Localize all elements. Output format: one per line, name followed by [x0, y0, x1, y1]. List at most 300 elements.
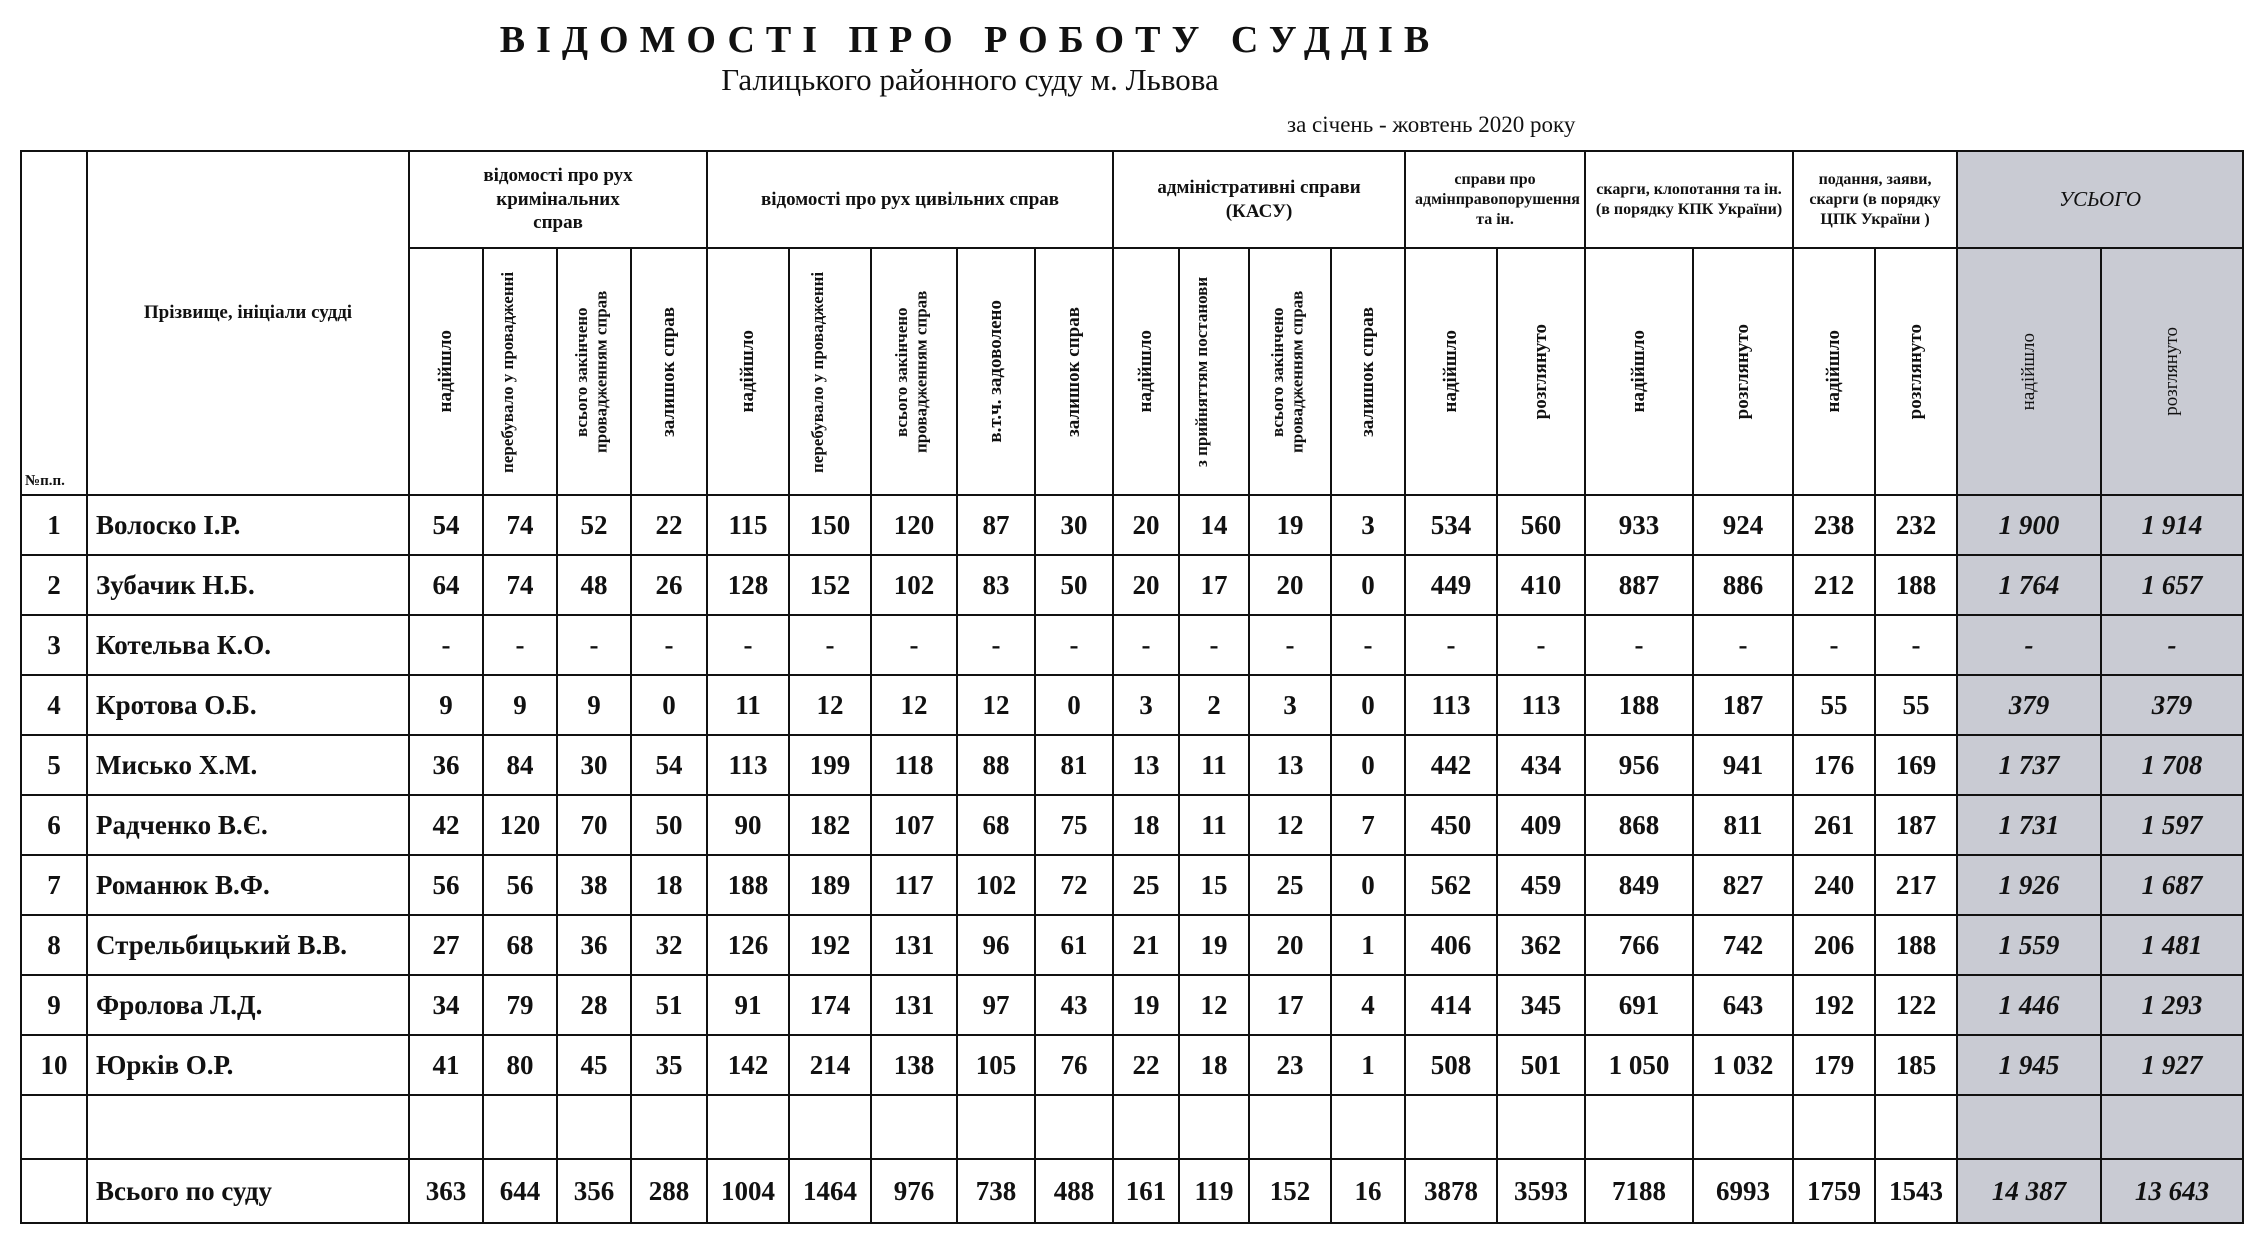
value-cell: 12 — [957, 675, 1035, 735]
subheader-criminal-received: надійшло — [409, 248, 483, 495]
value-cell: - — [1793, 615, 1875, 675]
value-cell: 117 — [871, 855, 957, 915]
value-cell: 887 — [1585, 555, 1693, 615]
value-cell: 30 — [557, 735, 631, 795]
value-cell: 240 — [1793, 855, 1875, 915]
judge-name: Фролова Л.Д. — [87, 975, 409, 1035]
total-value-cell: 3878 — [1405, 1159, 1497, 1223]
subheader-admin-received: надійшло — [1113, 248, 1179, 495]
row-number: 9 — [21, 975, 87, 1035]
group-header-total: УСЬОГО — [1957, 151, 2243, 248]
subheader-offenses-considered: розглянуто — [1497, 248, 1585, 495]
value-cell: 442 — [1405, 735, 1497, 795]
value-cell: 18 — [1113, 795, 1179, 855]
value-cell: 562 — [1405, 855, 1497, 915]
subheader-civil-satisfied: в.т.ч. задоволено — [957, 248, 1035, 495]
value-cell: 1 050 — [1585, 1035, 1693, 1095]
value-cell: 11 — [707, 675, 789, 735]
row-number: 6 — [21, 795, 87, 855]
table-row — [21, 675, 2243, 735]
subheader-civil-received: надійшло — [707, 248, 789, 495]
value-cell: 15 — [1179, 855, 1249, 915]
value-cell: 79 — [483, 975, 557, 1035]
total-row-label: Всього по суду — [87, 1159, 409, 1223]
row-number: 10 — [21, 1035, 87, 1095]
value-cell: 199 — [789, 735, 871, 795]
subheader-admin-completed: всього закінчено провадженням справ — [1249, 248, 1331, 495]
value-cell: 766 — [1585, 915, 1693, 975]
value-cell: 126 — [707, 915, 789, 975]
value-cell: 13 — [1249, 735, 1331, 795]
table-row — [21, 915, 2243, 975]
total-cell: 1 737 — [1957, 735, 2101, 795]
total-cell: 1 481 — [2101, 915, 2243, 975]
value-cell: 0 — [1331, 555, 1405, 615]
total-cell: 1 657 — [2101, 555, 2243, 615]
grand-total-cell: 13 643 — [2101, 1159, 2243, 1223]
total-cell: 1 708 — [2101, 735, 2243, 795]
grand-total-cell: 14 387 — [1957, 1159, 2101, 1223]
value-cell: 414 — [1405, 975, 1497, 1035]
page-title: ВІДОМОСТІ ПРО РОБОТУ СУДДІВ — [499, 19, 1441, 61]
value-cell: 345 — [1497, 975, 1585, 1035]
total-value-cell: 3593 — [1497, 1159, 1585, 1223]
row-number: 4 — [21, 675, 87, 735]
row-number: 2 — [21, 555, 87, 615]
table-row — [21, 615, 2243, 675]
value-cell: 128 — [707, 555, 789, 615]
value-cell: 1 032 — [1693, 1035, 1793, 1095]
value-cell: 120 — [871, 495, 957, 555]
value-cell: 80 — [483, 1035, 557, 1095]
value-cell: 43 — [1035, 975, 1113, 1035]
subheader-kpk-considered: розглянуто — [1693, 248, 1793, 495]
value-cell: 188 — [1875, 555, 1957, 615]
total-cell: 1 945 — [1957, 1035, 2101, 1095]
value-cell: 12 — [871, 675, 957, 735]
value-cell: 9 — [483, 675, 557, 735]
value-cell: - — [1331, 615, 1405, 675]
value-cell: 76 — [1035, 1035, 1113, 1095]
total-value-cell: 363 — [409, 1159, 483, 1223]
value-cell: 26 — [631, 555, 707, 615]
value-cell: 61 — [1035, 915, 1113, 975]
table-row — [21, 795, 2243, 855]
value-cell: 238 — [1793, 495, 1875, 555]
value-cell: 508 — [1405, 1035, 1497, 1095]
value-cell: 7 — [1331, 795, 1405, 855]
total-row — [21, 1159, 2243, 1223]
judge-name: Волоско І.Р. — [87, 495, 409, 555]
value-cell: 28 — [557, 975, 631, 1035]
value-cell: 22 — [631, 495, 707, 555]
judge-name: Кротова О.Б. — [87, 675, 409, 735]
value-cell: 827 — [1693, 855, 1793, 915]
value-cell: 187 — [1693, 675, 1793, 735]
value-cell: 45 — [557, 1035, 631, 1095]
table-row — [21, 735, 2243, 795]
table-row — [21, 1035, 2243, 1095]
value-cell: 122 — [1875, 975, 1957, 1035]
total-cell: - — [1957, 615, 2101, 675]
value-cell: 811 — [1693, 795, 1793, 855]
total-cell: 1 597 — [2101, 795, 2243, 855]
total-cell: 1 900 — [1957, 495, 2101, 555]
value-cell: 941 — [1693, 735, 1793, 795]
value-cell: 12 — [789, 675, 871, 735]
total-value-cell: 119 — [1179, 1159, 1249, 1223]
total-value-cell: 356 — [557, 1159, 631, 1223]
subheader-admin-remainder: залишок справ — [1331, 248, 1405, 495]
value-cell: 113 — [707, 735, 789, 795]
total-value-cell: 152 — [1249, 1159, 1331, 1223]
value-cell: 1 — [1331, 915, 1405, 975]
judge-name: Котельва К.О. — [87, 615, 409, 675]
total-cell: 1 927 — [2101, 1035, 2243, 1095]
value-cell: 115 — [707, 495, 789, 555]
total-cell: 1 446 — [1957, 975, 2101, 1035]
value-cell: 84 — [483, 735, 557, 795]
value-cell: 933 — [1585, 495, 1693, 555]
row-number: 3 — [21, 615, 87, 675]
value-cell: 192 — [1793, 975, 1875, 1035]
value-cell: 192 — [789, 915, 871, 975]
value-cell: 1 — [1331, 1035, 1405, 1095]
value-cell: 20 — [1113, 495, 1179, 555]
value-cell: 261 — [1793, 795, 1875, 855]
value-cell: 102 — [871, 555, 957, 615]
value-cell: 187 — [1875, 795, 1957, 855]
value-cell: 212 — [1793, 555, 1875, 615]
value-cell: 113 — [1497, 675, 1585, 735]
value-cell: 36 — [409, 735, 483, 795]
value-cell: 214 — [789, 1035, 871, 1095]
value-cell: 131 — [871, 915, 957, 975]
value-cell: 48 — [557, 555, 631, 615]
value-cell: 74 — [483, 555, 557, 615]
value-cell: 41 — [409, 1035, 483, 1095]
judge-name: Радченко В.Є. — [87, 795, 409, 855]
value-cell: 182 — [789, 795, 871, 855]
value-cell: 13 — [1113, 735, 1179, 795]
judge-name: Зубачик Н.Б. — [87, 555, 409, 615]
row-number: 1 — [21, 495, 87, 555]
total-cell: 1 731 — [1957, 795, 2101, 855]
column-header-number: №п.п. — [21, 151, 87, 495]
value-cell: 11 — [1179, 735, 1249, 795]
value-cell: - — [1249, 615, 1331, 675]
value-cell: 3 — [1113, 675, 1179, 735]
value-cell: - — [957, 615, 1035, 675]
value-cell: 70 — [557, 795, 631, 855]
total-cell: 379 — [1957, 675, 2101, 735]
value-cell: 188 — [1875, 915, 1957, 975]
value-cell: 131 — [871, 975, 957, 1035]
value-cell: 179 — [1793, 1035, 1875, 1095]
subheader-civil-completed: всього закінчено провадженням справ — [871, 248, 957, 495]
value-cell: 362 — [1497, 915, 1585, 975]
value-cell: 36 — [557, 915, 631, 975]
row-number: 8 — [21, 915, 87, 975]
value-cell: 38 — [557, 855, 631, 915]
value-cell: 449 — [1405, 555, 1497, 615]
value-cell: 68 — [483, 915, 557, 975]
value-cell: 18 — [1179, 1035, 1249, 1095]
group-header-kpk-complaints: скарги, клопотання та ін. (в порядку КПК України) — [1585, 151, 1793, 248]
value-cell: 81 — [1035, 735, 1113, 795]
value-cell: 217 — [1875, 855, 1957, 915]
value-cell: 27 — [409, 915, 483, 975]
value-cell: 51 — [631, 975, 707, 1035]
table-row — [21, 975, 2243, 1035]
value-cell: 97 — [957, 975, 1035, 1035]
value-cell: 956 — [1585, 735, 1693, 795]
value-cell: 25 — [1249, 855, 1331, 915]
value-cell: - — [409, 615, 483, 675]
value-cell: 410 — [1497, 555, 1585, 615]
group-header-cpk-petitions: подання, заяви, скарги (в порядку ЦПК України ) — [1793, 151, 1957, 248]
subheader-kpk-received: надійшло — [1585, 248, 1693, 495]
value-cell: 742 — [1693, 915, 1793, 975]
value-cell: 50 — [631, 795, 707, 855]
value-cell: - — [1113, 615, 1179, 675]
value-cell: 19 — [1179, 915, 1249, 975]
total-value-cell: 644 — [483, 1159, 557, 1223]
total-cell: 1 764 — [1957, 555, 2101, 615]
value-cell: 4 — [1331, 975, 1405, 1035]
value-cell: 34 — [409, 975, 483, 1035]
group-header-administrative: адміністративні справи (КАСУ) — [1113, 151, 1405, 248]
value-cell: - — [483, 615, 557, 675]
table-row — [21, 495, 2243, 555]
value-cell: 174 — [789, 975, 871, 1035]
value-cell: 169 — [1875, 735, 1957, 795]
report-period: за січень - жовтень 2020 року — [1287, 112, 1576, 137]
value-cell: 75 — [1035, 795, 1113, 855]
value-cell: 409 — [1497, 795, 1585, 855]
value-cell: 406 — [1405, 915, 1497, 975]
row-number: 7 — [21, 855, 87, 915]
value-cell: 643 — [1693, 975, 1793, 1035]
value-cell: - — [789, 615, 871, 675]
value-cell: 23 — [1249, 1035, 1331, 1095]
value-cell: 88 — [957, 735, 1035, 795]
value-cell: - — [871, 615, 957, 675]
value-cell: 886 — [1693, 555, 1793, 615]
value-cell: - — [1875, 615, 1957, 675]
value-cell: 50 — [1035, 555, 1113, 615]
value-cell: 12 — [1179, 975, 1249, 1035]
total-cell: 1 687 — [2101, 855, 2243, 915]
value-cell: 30 — [1035, 495, 1113, 555]
value-cell: 105 — [957, 1035, 1035, 1095]
judge-name: Юрків О.Р. — [87, 1035, 409, 1095]
total-value-cell: 976 — [871, 1159, 957, 1223]
value-cell: 74 — [483, 495, 557, 555]
value-cell: - — [707, 615, 789, 675]
value-cell: 534 — [1405, 495, 1497, 555]
value-cell: 32 — [631, 915, 707, 975]
subheader-criminal-pending: перебувало у провадженні — [483, 248, 557, 495]
value-cell: 120 — [483, 795, 557, 855]
group-header-admin-offenses: справи про адмінправопорушення та ін. — [1405, 151, 1585, 248]
value-cell: 189 — [789, 855, 871, 915]
subheader-total-received: надійшло — [1957, 248, 2101, 495]
subheader-offenses-received: надійшло — [1405, 248, 1497, 495]
total-cell: 1 926 — [1957, 855, 2101, 915]
table-row — [21, 555, 2243, 615]
total-value-cell: 1464 — [789, 1159, 871, 1223]
value-cell: 0 — [1331, 855, 1405, 915]
judge-name: Стрельбицький В.В. — [87, 915, 409, 975]
value-cell: 3 — [1249, 675, 1331, 735]
value-cell: 0 — [1331, 735, 1405, 795]
row-number: 5 — [21, 735, 87, 795]
total-value-cell: 738 — [957, 1159, 1035, 1223]
judge-name: Романюк В.Ф. — [87, 855, 409, 915]
value-cell: 20 — [1113, 555, 1179, 615]
value-cell: 232 — [1875, 495, 1957, 555]
value-cell: 560 — [1497, 495, 1585, 555]
total-value-cell: 1004 — [707, 1159, 789, 1223]
value-cell: 501 — [1497, 1035, 1585, 1095]
value-cell: 64 — [409, 555, 483, 615]
value-cell: 55 — [1793, 675, 1875, 735]
total-value-cell: 7188 — [1585, 1159, 1693, 1223]
table-body — [21, 495, 2243, 1095]
value-cell: 21 — [1113, 915, 1179, 975]
value-cell: - — [1035, 615, 1113, 675]
value-cell: 142 — [707, 1035, 789, 1095]
judge-name: Мисько Х.М. — [87, 735, 409, 795]
value-cell: 152 — [789, 555, 871, 615]
total-value-cell: 16 — [1331, 1159, 1405, 1223]
value-cell: 2 — [1179, 675, 1249, 735]
total-cell: 379 — [2101, 675, 2243, 735]
value-cell: 138 — [871, 1035, 957, 1095]
value-cell: 20 — [1249, 555, 1331, 615]
value-cell: 188 — [1585, 675, 1693, 735]
value-cell: 107 — [871, 795, 957, 855]
value-cell: 25 — [1113, 855, 1179, 915]
value-cell: 450 — [1405, 795, 1497, 855]
value-cell: - — [631, 615, 707, 675]
value-cell: 11 — [1179, 795, 1249, 855]
value-cell: 434 — [1497, 735, 1585, 795]
empty-row — [21, 1095, 2243, 1159]
value-cell: 18 — [631, 855, 707, 915]
page-subtitle: Галицького районного суду м. Львова — [721, 62, 1219, 97]
value-cell: 9 — [409, 675, 483, 735]
value-cell: 0 — [1331, 675, 1405, 735]
value-cell: 459 — [1497, 855, 1585, 915]
value-cell: 35 — [631, 1035, 707, 1095]
value-cell: 90 — [707, 795, 789, 855]
value-cell: - — [1693, 615, 1793, 675]
subheader-admin-with-ruling: з прийняттям постанови — [1179, 248, 1249, 495]
value-cell: 0 — [631, 675, 707, 735]
value-cell: 188 — [707, 855, 789, 915]
value-cell: 17 — [1249, 975, 1331, 1035]
value-cell: 868 — [1585, 795, 1693, 855]
total-value-cell: 488 — [1035, 1159, 1113, 1223]
value-cell: 691 — [1585, 975, 1693, 1035]
value-cell: - — [1179, 615, 1249, 675]
total-cell: 1 914 — [2101, 495, 2243, 555]
value-cell: 56 — [409, 855, 483, 915]
value-cell: 17 — [1179, 555, 1249, 615]
value-cell: 118 — [871, 735, 957, 795]
table-row — [21, 855, 2243, 915]
value-cell: 55 — [1875, 675, 1957, 735]
value-cell: 3 — [1331, 495, 1405, 555]
value-cell: - — [1405, 615, 1497, 675]
value-cell: 96 — [957, 915, 1035, 975]
total-cell: 1 293 — [2101, 975, 2243, 1035]
value-cell: 72 — [1035, 855, 1113, 915]
total-value-cell: 288 — [631, 1159, 707, 1223]
value-cell: 54 — [409, 495, 483, 555]
value-cell: 83 — [957, 555, 1035, 615]
value-cell: 42 — [409, 795, 483, 855]
value-cell: - — [1585, 615, 1693, 675]
value-cell: 12 — [1249, 795, 1331, 855]
group-header-criminal: відомості про рух кримінальних справ — [409, 151, 707, 248]
value-cell: 924 — [1693, 495, 1793, 555]
judges-report-table — [20, 150, 2244, 1224]
total-row-number — [21, 1159, 87, 1223]
subheader-criminal-remainder: залишок справ — [631, 248, 707, 495]
value-cell: 9 — [557, 675, 631, 735]
value-cell: - — [1497, 615, 1585, 675]
value-cell: 22 — [1113, 1035, 1179, 1095]
value-cell: 87 — [957, 495, 1035, 555]
subheader-civil-remainder: залишок справ — [1035, 248, 1113, 495]
value-cell: 176 — [1793, 735, 1875, 795]
value-cell: 91 — [707, 975, 789, 1035]
subheader-criminal-completed: всього закінчено провадженням справ — [557, 248, 631, 495]
total-cell: - — [2101, 615, 2243, 675]
value-cell: - — [557, 615, 631, 675]
subheader-civil-pending: перебувало у провадженні — [789, 248, 871, 495]
column-header-judge-name: Прізвище, ініціали судді — [87, 151, 409, 495]
total-value-cell: 161 — [1113, 1159, 1179, 1223]
group-header-civil: відомості про рух цивільних справ — [707, 151, 1113, 248]
total-cell: 1 559 — [1957, 915, 2101, 975]
subheader-cpk-received: надійшло — [1793, 248, 1875, 495]
total-value-cell: 1759 — [1793, 1159, 1875, 1223]
value-cell: 68 — [957, 795, 1035, 855]
value-cell: 206 — [1793, 915, 1875, 975]
value-cell: 56 — [483, 855, 557, 915]
value-cell: 849 — [1585, 855, 1693, 915]
value-cell: 0 — [1035, 675, 1113, 735]
value-cell: 19 — [1113, 975, 1179, 1035]
value-cell: 52 — [557, 495, 631, 555]
value-cell: 102 — [957, 855, 1035, 915]
subheader-total-considered: розглянуто — [2101, 248, 2243, 495]
value-cell: 54 — [631, 735, 707, 795]
total-value-cell: 6993 — [1693, 1159, 1793, 1223]
value-cell: 113 — [1405, 675, 1497, 735]
value-cell: 14 — [1179, 495, 1249, 555]
subheader-cpk-considered: розглянуто — [1875, 248, 1957, 495]
value-cell: 19 — [1249, 495, 1331, 555]
value-cell: 150 — [789, 495, 871, 555]
value-cell: 20 — [1249, 915, 1331, 975]
value-cell: 185 — [1875, 1035, 1957, 1095]
total-value-cell: 1543 — [1875, 1159, 1957, 1223]
